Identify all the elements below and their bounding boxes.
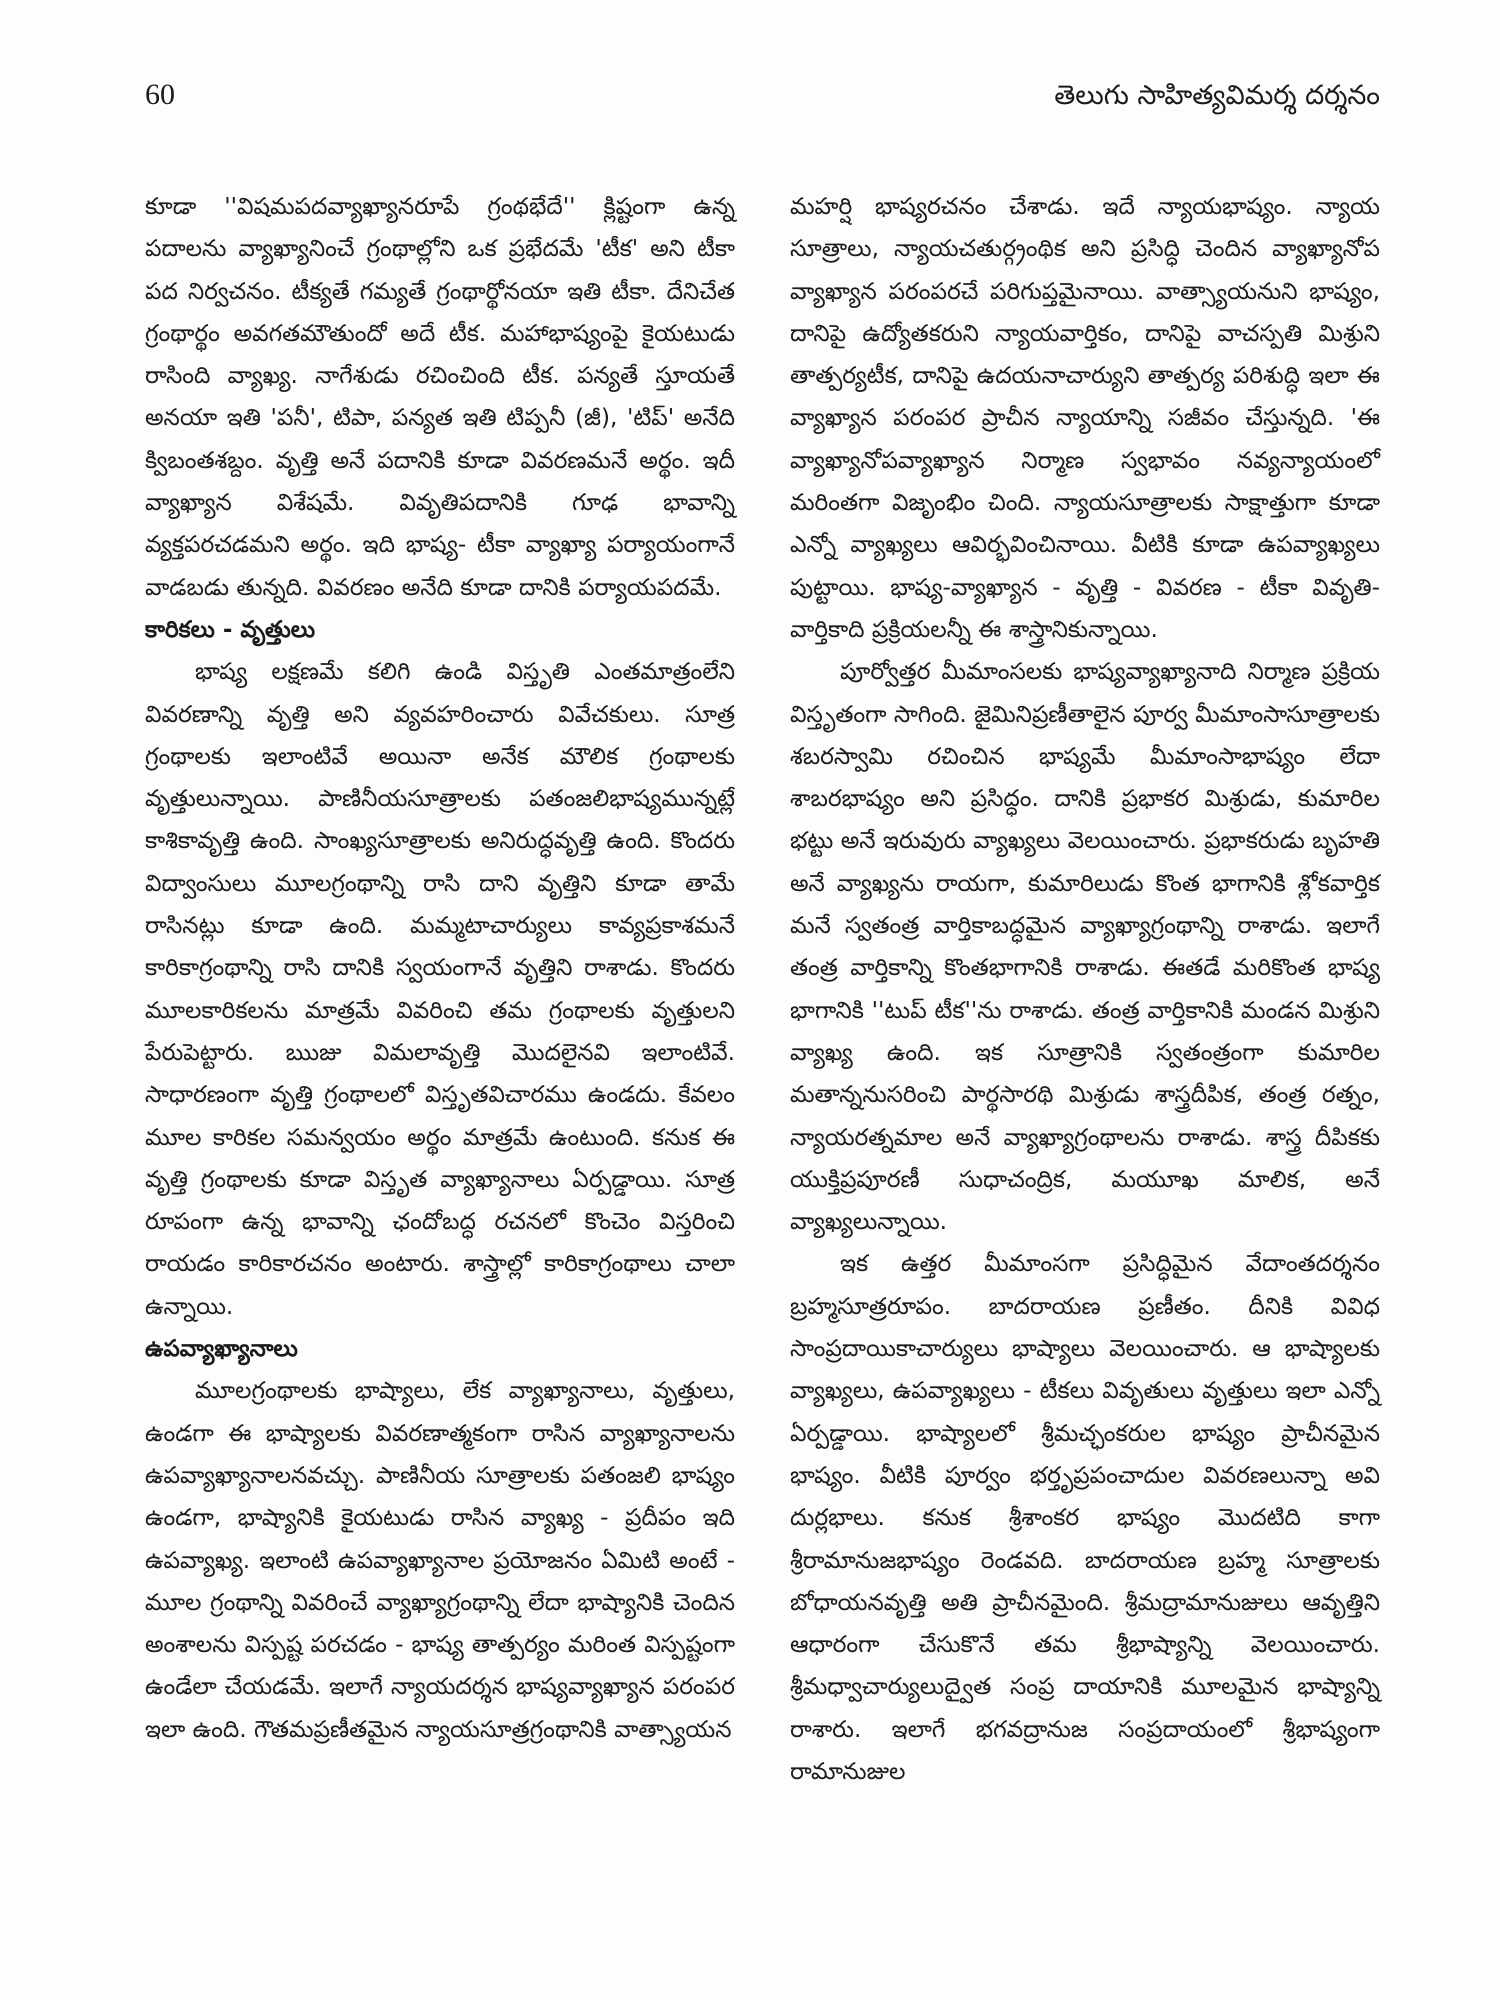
paragraph: మూలగ్రంథాలకు భాష్యాలు, లేక వ్యాఖ్యానాలు, వృత్తులు, ఉండగా ఈ భాష్యాలకు వివరణాత్మకంగా రాసిన వ్యాఖ్యానాలను ఉపవ్యాఖ్యానాలనవచ్చు. పాణినీయ సూత్రాలకు పతంజలి భాష్యం ఉండగా, భాష్యానికి కైయటుడు రాసిన వ్యాఖ్య - ప్రదీపం ఇది ఉపవ్యాఖ్య. ఇలాంటి ఉపవ్యాఖ్యానాల ప్రయోజనం ఏమిటి అంటే - మూల గ్రంథాన్ని వివరించే వ్యాఖ్యాగ్రంథాన్ని లేదా భాష్యానికి చెందిన అంశాలను విస్పష్ట పరచడం - భాష్య తాత్పర్యం మరింత విస్పష్టంగా ఉండేలా చేయడమే. ఇలాగే న్యాయదర్శన భాష్యవ్యాఖ్యాన పరంపర ఇలా ఉంది. గౌతమప్రణీతమైన న్యాయసూత్రగ్రంథానికి వాత్స్యాయన: [145, 1377, 735, 1743]
running-title: తెలుగు సాహిత్యవిమర్శ దర్శనం: [1054, 80, 1380, 111]
section-heading: ఉపవ్యాఖ్యానాలు: [145, 1336, 298, 1363]
paragraph: ఇక ఉత్తర మీమాంసగా ప్రసిద్ధిమైన వేదాంతదర్శనం బ్రహ్మసూత్రరూపం. బాదరాయణ ప్రణీతం. దీనికి వివిధ సాంప్రదాయికాచార్యులు భాష్యాలు వెలయించారు. ఆ భాష్యాలకు వ్యాఖ్యలు, ఉపవ్యాఖ్యలు - టీకలు వివృతులు వృత్తులు ఇలా ఎన్నో ఏర్పడ్డాయి. భాష్యాలలో శ్రీమచ్ఛంకరుల భాష్యం ప్రాచీనమైన భాష్యం. వీటికి పూర్వం భర్తృప్రపంచాదుల వివరణలున్నా అవి దుర్లభాలు. కనుక శ్రీశాంకర భాష్యం మొదటిది కాగా శ్రీరామానుజభాష్యం రెండవది. బాదరాయణ బ్రహ్మ సూత్రాలకు బోధాయనవృత్తి అతి ప్రాచీనమైంది. శ్రీమద్రామానుజులు ఆవృత్తిని ఆధారంగా చేసుకొనే తమ శ్రీభాష్యాన్ని వెలయించారు. శ్రీమధ్వాచార్యులుద్వైత సంప్ర దాయానికి మూలమైన భాష్యాన్ని రాశారు. ఇలాగే భగవద్రానుజ సంప్రదాయంలో శ్రీభాష్యంగా రామానుజుల: [790, 1250, 1380, 1785]
paragraph: పూర్వోత్తర మీమాంసలకు భాష్యవ్యాఖ్యానాది నిర్మాణ ప్రక్రియ విస్తృతంగా సాగింది. జైమినిప్రణీతాలైన పూర్వ మీమాంసాసూత్రాలకు శబరస్వామి రచించిన భాష్యమే మీమాంసాభాష్యం లేదా శాబరభాష్యం అని ప్రసిద్ధం. దానికి ప్రభాకర మిశ్రుడు, కుమారిల భట్టు అనే ఇరువురు వ్యాఖ్యలు వెలయించారు. ప్రభాకరుడు బృహతి అనే వ్యాఖ్యను రాయగా, కుమారిలుడు కొంత భాగానికి శ్లోకవార్తిక మనే స్వతంత్ర వార్తికాబద్ధమైన వ్యాఖ్యాగ్రంథాన్ని రాశాడు. ఇలాగే తంత్ర వార్తికాన్ని కొంతభాగానికి రాశాడు. ఈతడే మరికొంత భాష్య భాగానికి ''టుప్ టీక''ను రాశాడు. తంత్ర వార్తికానికి మండన మిశ్రుని వ్యాఖ్య ఉంది. ఇక సూత్రానికి స్వతంత్రంగా కుమారిల మతాన్ననుసరించి పార్థసారథి మిశ్రుడు శాస్త్రదీపిక, తంత్ర రత్నం, న్యాయరత్నమాల అనే వ్యాఖ్యాగ్రంథాలను రాశాడు. శాస్త్ర దీపికకు యుక్తిప్రపూరణీ సుధాచంద్రిక, మయూఖ మాలిక, అనే వ్యాఖ్యలున్నాయి.: [790, 658, 1380, 1236]
paragraph: కూడా ''విషమపదవ్యాఖ్యానరూపే గ్రంథభేదే'' క్లిష్టంగా ఉన్న పదాలను వ్యాఖ్యానించే గ్రంథాల్లోని ఒక ప్రభేదమే 'టీక' అని టీకా పద నిర్వచనం. టీక్యతే గమ్యతే గ్రంథార్థోనయా ఇతి టీకా. దేనిచేత గ్రంథార్థం అవగతమౌతుందో అదే టీక. మహాభాష్యంపై కైయటుడు రాసింది వ్యాఖ్య. నాగేశుడు రచించింది టీక. పన్యతే స్తూయతే అనయా ఇతి 'పనీ', టిపా, పన్యత ఇతి టిప్పనీ (జీ), 'టిప్' అనేది క్విబంతశబ్దం. వృత్తి అనే పదానికి కూడా వివరణమనే అర్థం. ఇదీ వ్యాఖ్యాన విశేషమే. వివృతిపదానికి గూఢ భావాన్ని వ్యక్తపరచడమని అర్థం. ఇది భాష్య- టీకా వ్యాఖ్యా పర్యాయంగానే వాడబడు తున్నది. వివరణం అనేది కూడా దానికి పర్యాయపదమే.: [145, 193, 735, 601]
right-column: [790, 186, 1380, 1793]
section-heading: కారికలు - వృత్తులు: [145, 616, 316, 643]
paragraph: భాష్య లక్షణమే కలిగి ఉండి విస్తృతి ఎంతమాత్రంలేని వివరణాన్ని వృత్తి అని వ్యవహరించారు వివేచకులు. సూత్ర గ్రంథాలకు ఇలాంటివే అయినా అనేక మౌలిక గ్రంథాలకు వృత్తులున్నాయి. పాణినీయసూత్రాలకు పతంజలిభాష్యమున్నట్లే కాశికావృత్తి ఉంది. సాంఖ్యసూత్రాలకు అనిరుద్ధవృత్తి ఉంది. కొందరు విద్వాంసులు మూలగ్రంథాన్ని రాసి దాని వృత్తిని కూడా తామే రాసినట్లు కూడా ఉంది. మమ్మటాచార్యులు కావ్యప్రకాశమనే కారికాగ్రంథాన్ని రాసి దానికి స్వయంగానే వృత్తిని రాశాడు. కొందరు మూలకారికలను మాత్రమే వివరించి తమ గ్రంథాలకు వృత్తులని పేరుపెట్టారు. ఋజు విమలావృత్తి మొదలైనవి ఇలాంటివే. సాధారణంగా వృత్తి గ్రంథాలలో విస్తృతవిచారము ఉండదు. కేవలం మూల కారికల సమన్వయం అర్థం మాత్రమే ఉంటుంది. కనుక ఈ వృత్తి గ్రంథాలకు కూడా విస్తృత వ్యాఖ్యానాలు ఏర్పడ్డాయి. సూత్ర రూపంగా ఉన్న భావాన్ని ఛందోబద్ధ రచనలో కొంచెం విస్తరించి రాయడం కారికారచనం అంటారు. శాస్త్రాల్లో కారికాగ్రంథాలు చాలా ఉన్నాయి.: [145, 658, 735, 1320]
left-column: [145, 186, 735, 1793]
page-header: [145, 78, 1380, 138]
paragraph: మహర్షి భాష్యరచనం చేశాడు. ఇదే న్యాయభాష్యం. న్యాయ సూత్రాలు, న్యాయచతుర్గ్రంథిక అని ప్రసిద్ధి చెందిన వ్యాఖ్యానోప వ్యాఖ్యాన పరంపరచే పరిగుప్తమైనాయి. వాత్స్యాయనుని భాష్యం, దానిపై ఉద్యోతకరుని న్యాయవార్తికం, దానిపై వాచస్పతి మిశ్రుని తాత్పర్యటీక, దానిపై ఉదయనాచార్యుని తాత్పర్య పరిశుద్ధి ఇలా ఈ వ్యాఖ్యాన పరంపర ప్రాచీన న్యాయాన్ని సజీవం చేస్తున్నది. 'ఈ వ్యాఖ్యానోపవ్యాఖ్యాన నిర్మాణ స్వభావం నవ్యన్యాయంలో మరింతగా విజృంభిం చింది. న్యాయసూత్రాలకు సాక్షాత్తుగా కూడా ఎన్నో వ్యాఖ్యలు ఆవిర్భవించినాయి. వీటికి కూడా ఉపవ్యాఖ్యలు పుట్టాయి. భాష్య-వ్యాఖ్యాన - వృత్తి - వివరణ - టీకా వివృతి- వార్తికాది ప్రక్రియలన్నీ ఈ శాస్త్రానికున్నాయి.: [790, 193, 1380, 643]
page-number: 60: [145, 78, 175, 111]
text-columns: [145, 186, 1380, 1793]
